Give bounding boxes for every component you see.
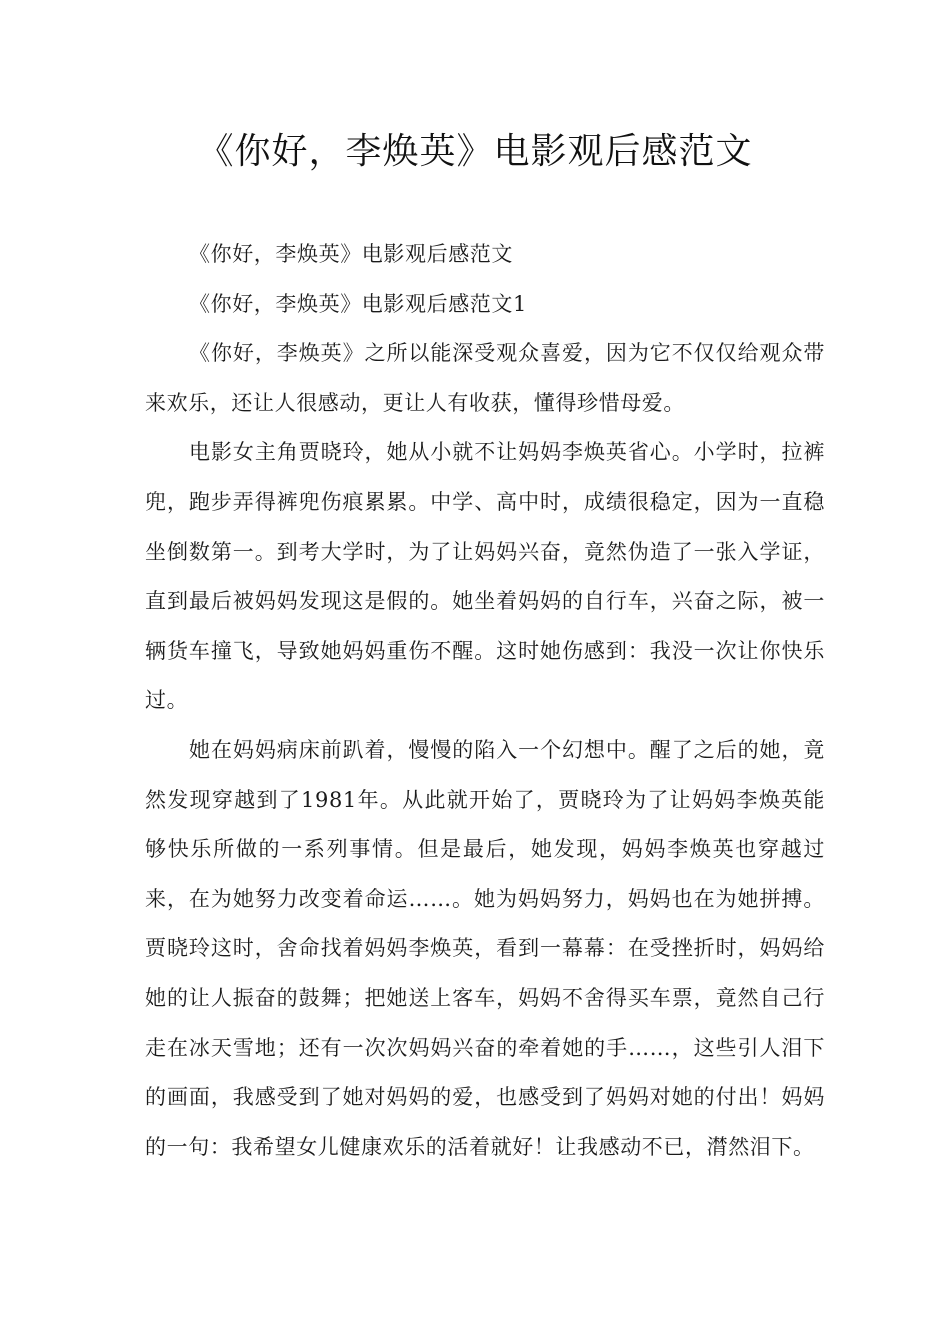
document-body [145,230,825,1172]
paragraph-plot-summary: 电影女主角贾晓玲，她从小就不让妈妈李焕英省心。小学时，拉裤兜，跑步弄得裤兜伤痕累累。中学、高中时，成绩很稳定，因为一直稳坐倒数第一。到考大学时，为了让妈妈兴奋，竟然伪造了一张入学证，直到最后被妈妈发现这是假的。她坐着妈妈的自行车，兴奋之际，被一辆货车撞飞，导致她妈妈重伤不醒。这时她伤感到：我没一次让你快乐过。 [145,440,825,713]
paragraph-essay-heading: 《你好，李焕英》电影观后感范文1 [189,291,527,316]
paragraph-intro: 《你好，李焕英》之所以能深受观众喜爱，因为它不仅仅给观众带来欢乐，还让人很感动，更让人有收获，懂得珍惜母爱。 [145,341,825,415]
document-title: 《你好，李焕英》电影观后感范文 [197,131,753,172]
paragraph-subtitle: 《你好，李焕英》电影观后感范文 [189,242,513,266]
paragraph-time-travel: 她在妈妈病床前趴着，慢慢的陷入一个幻想中。醒了之后的她，竟然发现穿越到了1981年。从此就开始了，贾晓玲为了让妈妈李焕英能够快乐所做的一系列事情。但是最后，她发现，妈妈李焕英也穿越过来，在为她努力改变着命运……。她为妈妈努力，妈妈也在为她拼搏。贾晓玲这时，舍命找着妈妈李焕英，看到一幕幕：在受挫折时，妈妈给她的让人振奋的鼓舞；把她送上客车，妈妈不舍得买车票，竟然自己行走在冰天雪地；还有一次次妈妈兴奋的牵着她的手……，这些引人泪下的画面，我感受到了她对妈妈的爱，也感受到了妈妈对她的付出！妈妈的一句：我希望女儿健康欢乐的活着就好！让我感动不已，潸然泪下。 [145,737,825,1159]
